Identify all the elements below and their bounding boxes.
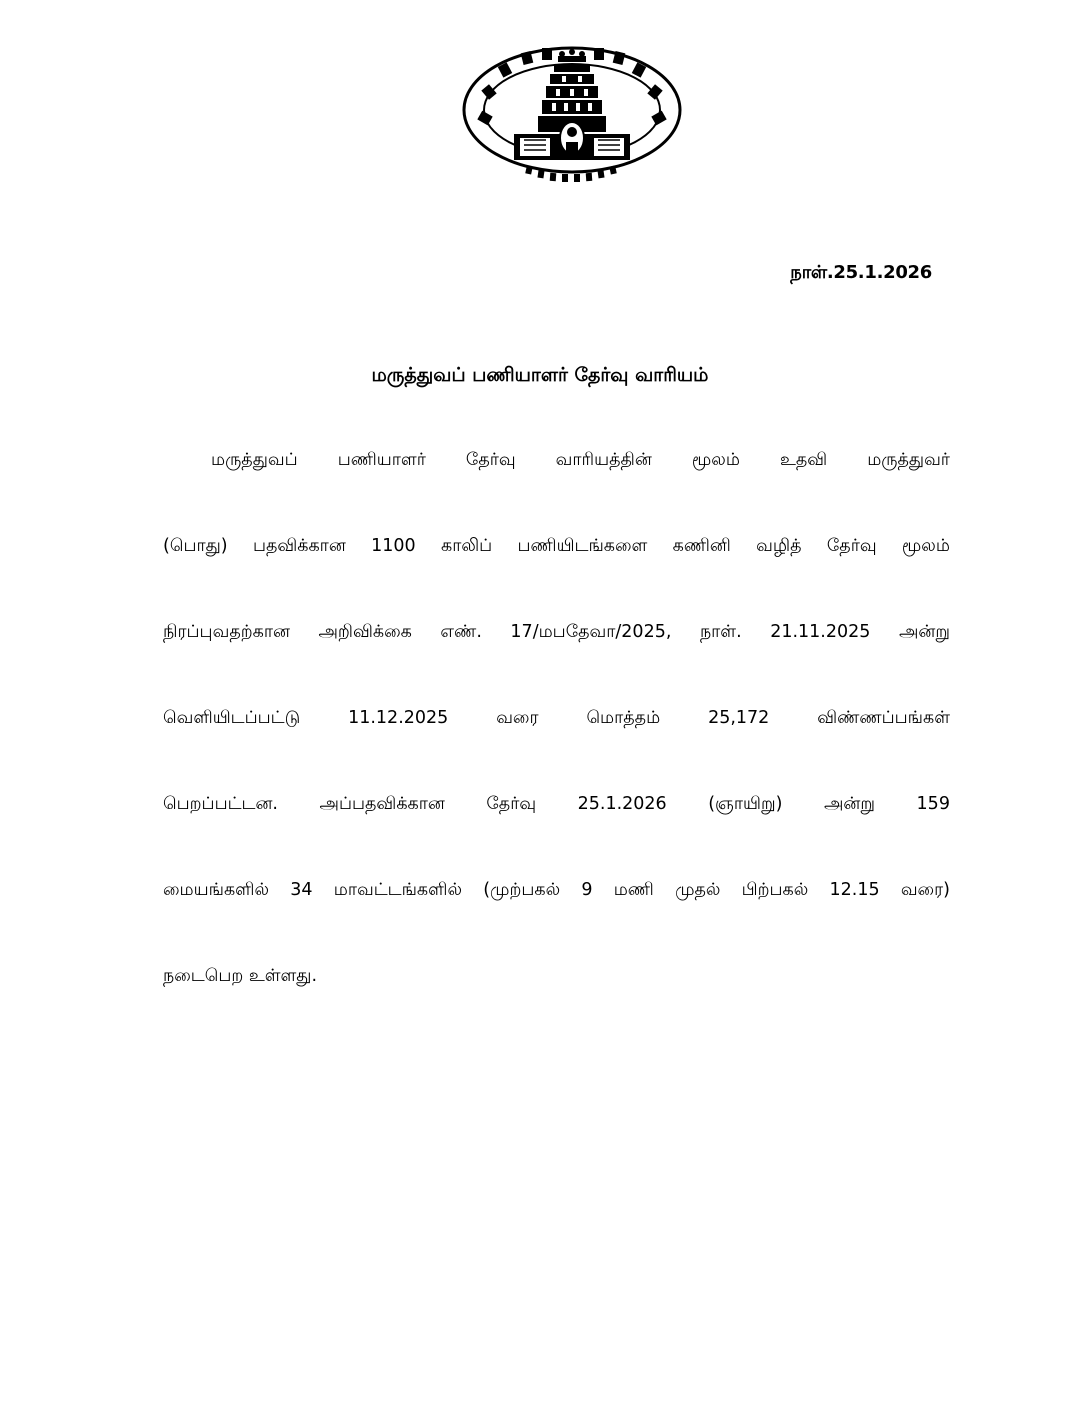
word: மொத்தம்: [586, 708, 661, 728]
paragraph-line-1: [163, 446, 950, 532]
word: அப்பதவிக்கான: [319, 794, 445, 814]
notice-paragraph: [163, 446, 950, 1048]
word: மருத்துவப்: [211, 450, 298, 470]
paragraph-line-4: [163, 704, 950, 790]
notice-date: நாள்.25.1.2026: [790, 262, 932, 283]
word: வெளியிடப்பட்டு: [163, 708, 301, 728]
tamil-nadu-emblem: [458, 42, 686, 192]
board-title: மருத்துவப் பணியாளர் தேர்வு வாரியம்: [371, 364, 709, 386]
word: நாள்.: [699, 622, 742, 642]
word: பெறப்பட்டன.: [163, 794, 278, 814]
word: பதவிக்கான: [252, 536, 346, 556]
word: தேர்வு: [486, 794, 537, 814]
word: 17/மபதேவா/2025,: [510, 622, 672, 642]
word: மணி: [613, 880, 654, 900]
emblem-seal-icon: [458, 42, 686, 192]
word: அன்று: [898, 622, 950, 642]
word: மூலம்: [901, 536, 950, 556]
word: 159: [916, 794, 950, 814]
word: 11.12.2025: [348, 708, 449, 728]
word: நிரப்புவதற்கான: [163, 622, 290, 642]
word: பணியாளர்: [337, 450, 426, 470]
word: கணினி: [672, 536, 731, 556]
word: 12.15: [829, 880, 880, 900]
word: பிற்பகல்: [741, 880, 809, 900]
word: எண்.: [440, 622, 482, 642]
word: வரை: [496, 708, 539, 728]
word: (பொது): [163, 536, 228, 556]
word: அறிவிக்கை: [318, 622, 412, 642]
word: உதவி: [779, 450, 828, 470]
paragraph-line-7: [163, 962, 950, 1048]
word: வாரியத்தின்: [555, 450, 652, 470]
word: 25,172: [708, 708, 770, 728]
word: மூலம்: [691, 450, 740, 470]
paragraph-line-5: [163, 790, 950, 876]
word: மாவட்டங்களில்: [333, 880, 462, 900]
paragraph-line-3: [163, 618, 950, 704]
word: தேர்வு: [826, 536, 877, 556]
word: நடைபெற உள்ளது.: [163, 966, 318, 986]
paragraph-line-6: [163, 876, 950, 962]
word: 34: [290, 880, 313, 900]
word: வழித்: [756, 536, 802, 556]
word: மையங்களில்: [163, 880, 270, 900]
word: 21.11.2025: [770, 622, 871, 642]
word: விண்ணப்பங்கள்: [817, 708, 950, 728]
word: 25.1.2026: [577, 794, 667, 814]
paragraph-line-2: [163, 532, 950, 618]
word: அன்று: [823, 794, 876, 814]
word: 9: [581, 880, 593, 900]
word: வரை): [900, 880, 950, 900]
word: காலிப்: [441, 536, 493, 556]
word: முதல்: [675, 880, 721, 900]
word: 1100: [371, 536, 416, 556]
word: மருத்துவர்: [867, 450, 950, 470]
word: (முற்பகல்: [483, 880, 561, 900]
word: (ஞாயிறு): [708, 794, 783, 814]
word: தேர்வு: [465, 450, 516, 470]
word: பணியிடங்களை: [517, 536, 648, 556]
